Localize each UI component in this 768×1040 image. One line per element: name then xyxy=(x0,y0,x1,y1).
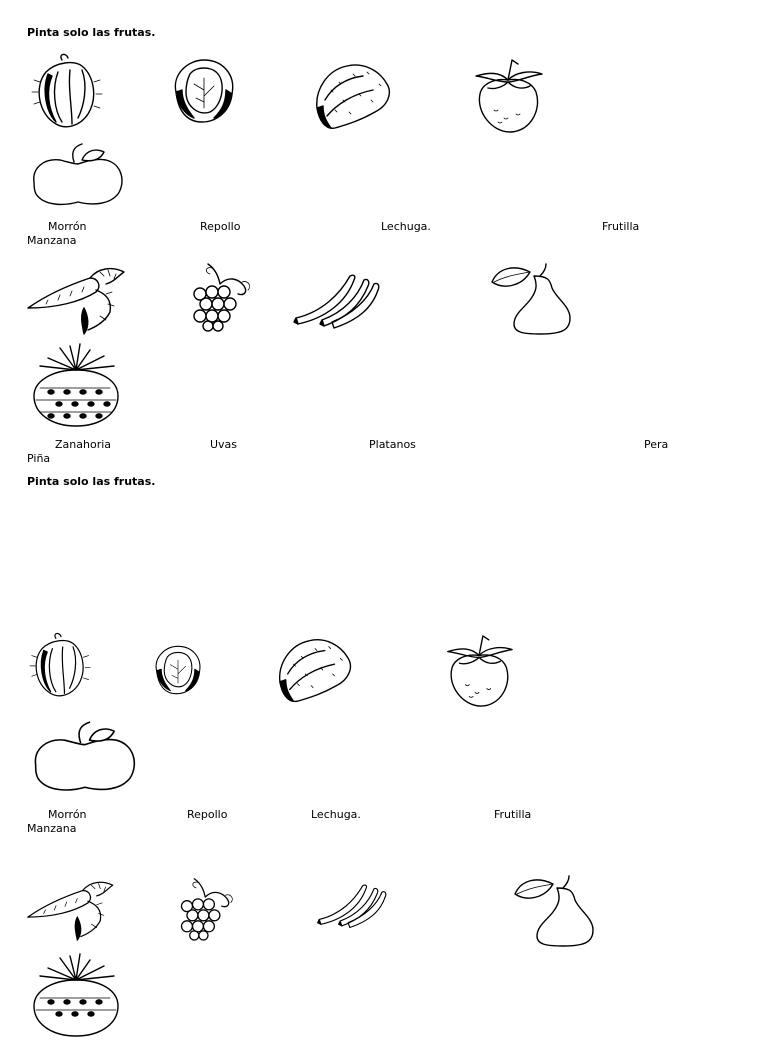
worksheet-title-2: Pinta solo las frutas. xyxy=(27,475,156,488)
carrot-illustration xyxy=(26,264,130,336)
label-manzana: Manzana xyxy=(27,822,77,835)
label-zanahoria: Zanahoria xyxy=(55,438,112,451)
label-morron: Morrón xyxy=(48,808,87,821)
label-uvas: Uvas xyxy=(210,438,238,451)
carrot-illustration xyxy=(26,874,118,946)
pepper-illustration xyxy=(32,52,104,130)
cabbage-illustration xyxy=(152,636,204,704)
label-pina: Piña xyxy=(27,452,51,465)
pineapple-illustration xyxy=(30,344,122,430)
pear-illustration xyxy=(512,874,598,948)
grapes-illustration xyxy=(188,260,258,332)
label-platanos: Platanos xyxy=(369,438,416,451)
label-frutilla: Frutilla xyxy=(602,220,640,233)
bananas-illustration xyxy=(316,872,390,938)
label-lechuga: Lechuga. xyxy=(311,808,361,821)
lettuce-illustration xyxy=(276,634,354,708)
strawberry-illustration xyxy=(472,58,544,136)
label-repollo: Repollo xyxy=(187,808,228,821)
label-frutilla: Frutilla xyxy=(494,808,532,821)
bananas-illustration xyxy=(292,272,384,328)
apple-illustration xyxy=(30,720,140,794)
pineapple-illustration xyxy=(30,954,122,1040)
pear-illustration xyxy=(490,262,574,336)
label-morron: Morrón xyxy=(48,220,87,233)
lettuce-illustration xyxy=(313,60,393,134)
label-pera: Pera xyxy=(644,438,669,451)
label-repollo: Repollo xyxy=(200,220,241,233)
apple-illustration xyxy=(30,142,126,208)
cabbage-illustration xyxy=(170,56,238,126)
label-lechuga: Lechuga. xyxy=(381,220,431,233)
worksheet-title: Pinta solo las frutas. xyxy=(27,26,156,39)
pepper-illustration xyxy=(30,624,92,706)
grapes-illustration xyxy=(176,872,240,944)
label-manzana: Manzana xyxy=(27,234,77,247)
strawberry-illustration xyxy=(436,634,522,710)
